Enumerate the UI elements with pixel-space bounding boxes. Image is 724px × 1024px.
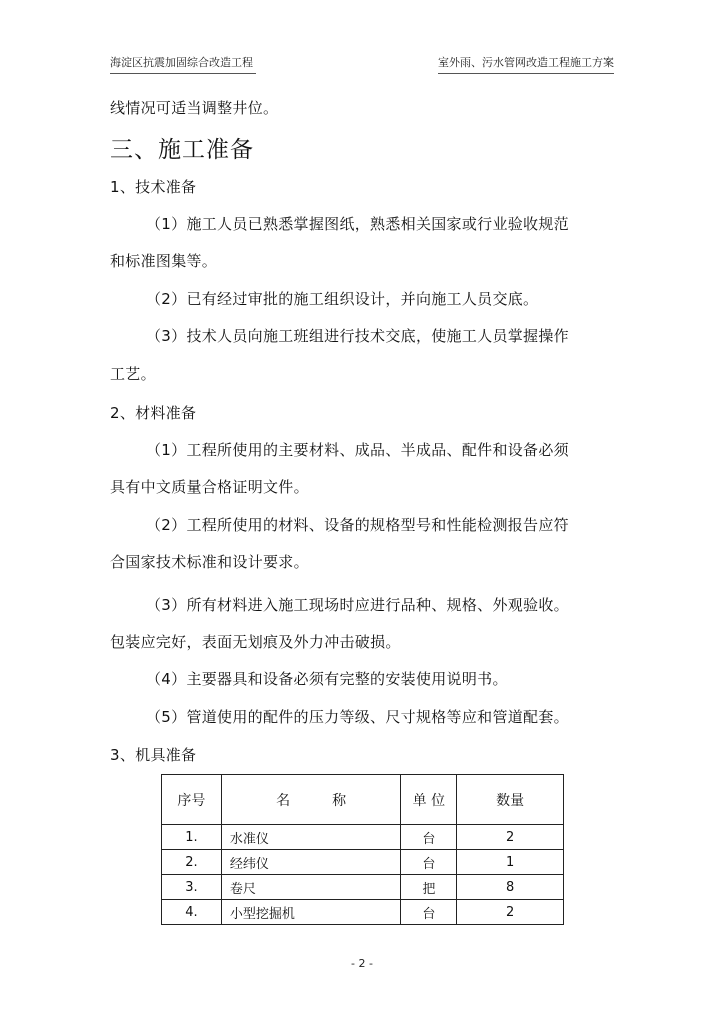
- header-document-title: 室外雨、污水管网改造工程施工方案: [438, 54, 614, 74]
- cell-quantity: 1: [457, 850, 564, 875]
- cell-unit: 台: [401, 850, 457, 875]
- cell-name: 卷尺: [221, 875, 401, 900]
- cell-unit: 台: [401, 900, 457, 925]
- cell-quantity: 8: [457, 875, 564, 900]
- cell-name: 小型挖掘机: [221, 900, 401, 925]
- column-header-quantity: 数量: [457, 775, 564, 825]
- cell-name: 经纬仪: [221, 850, 401, 875]
- cell-index: 4.: [162, 900, 222, 925]
- equipment-table: [161, 774, 564, 925]
- cell-unit: 台: [401, 825, 457, 850]
- paragraph-line: （5）管道使用的配件的压力等级、尺寸规格等应和管道配套。: [146, 708, 569, 726]
- column-header-name: 名 称: [221, 775, 401, 825]
- table-row: [162, 875, 564, 900]
- paragraph-line: （4）主要器具和设备必须有完整的安装使用说明书。: [146, 670, 508, 688]
- cell-unit: 把: [401, 875, 457, 900]
- page-number: - 2 -: [351, 957, 373, 970]
- paragraph-line: 工艺。: [110, 365, 156, 383]
- cell-index: 2.: [162, 850, 222, 875]
- paragraph-line: 包装应完好，表面无划痕及外力冲击破损。: [110, 633, 401, 651]
- paragraph-line: 和标准图集等。: [110, 252, 218, 270]
- section-heading-construction-prep: 三、施工准备: [110, 137, 254, 163]
- header-project-name: 海淀区抗震加固综合改造工程: [110, 54, 256, 74]
- cell-index: 3.: [162, 875, 222, 900]
- table-row: [162, 825, 564, 850]
- paragraph-line: （3）所有材料进入施工现场时应进行品种、规格、外观验收。: [146, 596, 569, 614]
- paragraph-line: 具有中文质量合格证明文件。: [110, 478, 309, 496]
- table-row: [162, 850, 564, 875]
- paragraph-line: （2）已有经过审批的施工组织设计，并向施工人员交底。: [146, 290, 539, 308]
- subsection-title-equipment: 3、机具准备: [110, 746, 197, 764]
- cell-index: 1.: [162, 825, 222, 850]
- column-header-unit: 单 位: [401, 775, 457, 825]
- paragraph-line: （2）工程所使用的材料、设备的规格型号和性能检测报告应符: [146, 516, 569, 534]
- cell-quantity: 2: [457, 825, 564, 850]
- paragraph-line: 合国家技术标准和设计要求。: [110, 553, 309, 571]
- subsection-title-materials: 2、材料准备: [110, 404, 197, 422]
- continued-paragraph-line: 线情况可适当调整井位。: [110, 99, 279, 117]
- paragraph-line: （1）工程所使用的主要材料、成品、半成品、配件和设备必须: [146, 441, 569, 459]
- table-row: [162, 900, 564, 925]
- table-header-row: [162, 775, 564, 825]
- subsection-title-technical: 1、技术准备: [110, 178, 197, 196]
- cell-quantity: 2: [457, 900, 564, 925]
- paragraph-line: （1）施工人员已熟悉掌握图纸，熟悉相关国家或行业验收规范: [146, 215, 569, 233]
- cell-name: 水准仪: [221, 825, 401, 850]
- column-header-index: 序号: [162, 775, 222, 825]
- paragraph-line: （3）技术人员向施工班组进行技术交底，使施工人员掌握操作: [146, 327, 569, 345]
